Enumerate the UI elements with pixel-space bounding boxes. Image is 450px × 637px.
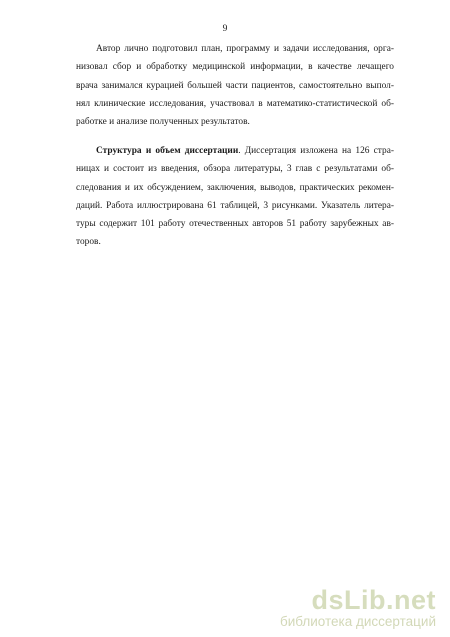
text-line: следования и их обсуждением, заключения, выводов, практических рекомен- bbox=[76, 182, 394, 193]
watermark bbox=[280, 586, 436, 629]
paragraph-author-contribution bbox=[76, 40, 394, 131]
text-line: низовал сбор и обработку медицинской информации, в качестве лечащего bbox=[76, 62, 394, 73]
text-line: нял клинические исследования, участвовал в математико-статистической об- bbox=[76, 98, 394, 109]
text-line: работке и анализе полученных результатов. bbox=[76, 117, 250, 128]
text-line: даций. Работа иллюстрирована 61 таблицей, 3 рисунками. Указатель литера- bbox=[76, 200, 394, 211]
watermark-logo: dsLib.net bbox=[311, 585, 436, 615]
section-heading-inline: Структура и объем диссертации bbox=[96, 146, 239, 156]
text-fragment: . Диссертация изложена на 126 стра- bbox=[238, 146, 394, 156]
paragraph-structure bbox=[76, 142, 394, 252]
text-line: врача занимался курацией большей части пациентов, самостоятельно выпол- bbox=[76, 80, 394, 91]
text-line: туры содержит 101 работу отечественных авторов 51 работу зарубежных ав- bbox=[76, 219, 394, 230]
text-line: торов. bbox=[76, 237, 101, 248]
text-line bbox=[76, 142, 394, 160]
text-line: ницах и состоит из введения, обзора литературы, 3 глав с результатами об- bbox=[76, 164, 394, 175]
watermark-subtitle: библиотека диссертаций bbox=[279, 614, 436, 629]
text-line: Автор лично подготовил план, программу и задачи исследования, орга- bbox=[96, 44, 394, 54]
page-number: 9 bbox=[222, 24, 228, 34]
